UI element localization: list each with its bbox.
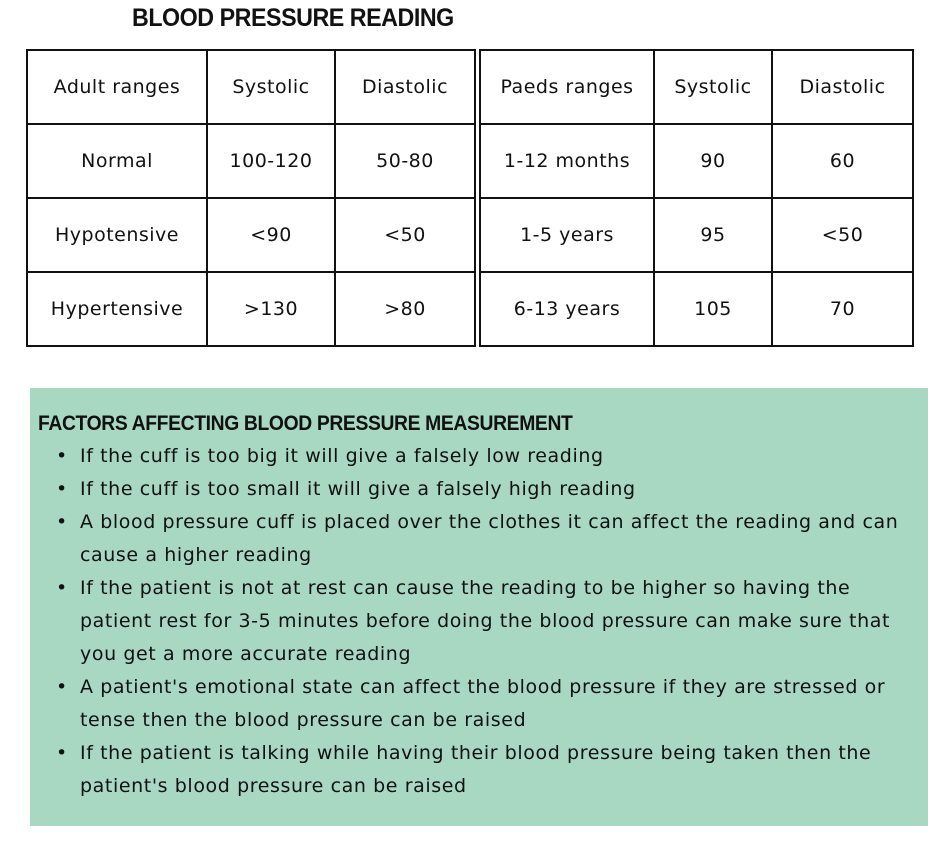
header-cell-systolic: Systolic: [654, 50, 772, 124]
table-cell: Hypotensive: [27, 198, 207, 272]
list-item-text: If the cuff is too small it will give a falsely high reading: [80, 478, 636, 500]
header-cell-diastolic: Diastolic: [335, 50, 475, 124]
table-cell: 90: [654, 124, 772, 198]
adult-ranges-table: [26, 49, 476, 347]
table-cell: 95: [654, 198, 772, 272]
bullet-icon: •: [56, 511, 68, 533]
list-item: [52, 572, 920, 671]
bullet-icon: •: [56, 445, 68, 467]
bullet-icon: •: [56, 478, 68, 500]
table-row: [27, 124, 475, 198]
factors-heading: FACTORS AFFECTING BLOOD PRESSURE MEASUREMENT: [38, 412, 573, 435]
table-cell: Normal: [27, 124, 207, 198]
bullet-icon: •: [56, 676, 68, 698]
table-header-row: [27, 50, 475, 124]
table-cell: <50: [772, 198, 913, 272]
table-cell: <90: [207, 198, 335, 272]
table-cell: >130: [207, 272, 335, 346]
table-cell: 50-80: [335, 124, 475, 198]
table-cell: 60: [772, 124, 913, 198]
table-row: [480, 124, 913, 198]
list-item-text: A patient's emotional state can affect the blood pressure if they are stressed or tense then the blood pressure can be raised: [80, 676, 886, 731]
table-cell: 70: [772, 272, 913, 346]
header-cell-adult-ranges: Adult ranges: [27, 50, 207, 124]
list-item: [52, 671, 920, 737]
list-item: [52, 737, 920, 803]
table-row: [480, 272, 913, 346]
factors-list: [52, 440, 920, 803]
table-cell: 6-13 years: [480, 272, 654, 346]
table-cell: Hypertensive: [27, 272, 207, 346]
list-item: [52, 440, 920, 473]
paeds-ranges-table: [479, 49, 914, 347]
header-cell-paeds-ranges: Paeds ranges: [480, 50, 654, 124]
bullet-icon: •: [56, 742, 68, 764]
list-item: [52, 473, 920, 506]
table-cell: <50: [335, 198, 475, 272]
table-cell: 100-120: [207, 124, 335, 198]
table-row: [27, 272, 475, 346]
list-item-text: A blood pressure cuff is placed over the clothes it can affect the reading and can cause a higher reading: [80, 511, 899, 566]
list-item: [52, 506, 920, 572]
list-item-text: If the cuff is too big it will give a falsely low reading: [80, 445, 604, 467]
header-cell-diastolic: Diastolic: [772, 50, 913, 124]
bullet-icon: •: [56, 577, 68, 599]
table-row: [27, 198, 475, 272]
list-item-text: If the patient is not at rest can cause the reading to be higher so having the patient rest for 3-5 minutes before doing the blood pressure can make sure that you get a more accurate reading: [80, 577, 891, 665]
table-header-row: [480, 50, 913, 124]
factors-panel: [30, 388, 928, 826]
table-cell: 105: [654, 272, 772, 346]
page-title: BLOOD PRESSURE READING: [132, 4, 454, 32]
table-cell: 1-12 months: [480, 124, 654, 198]
table-cell: 1-5 years: [480, 198, 654, 272]
table-row: [480, 198, 913, 272]
list-item-text: If the patient is talking while having their blood pressure being taken then the patient's blood pressure can be raised: [80, 742, 872, 797]
table-cell: >80: [335, 272, 475, 346]
header-cell-systolic: Systolic: [207, 50, 335, 124]
